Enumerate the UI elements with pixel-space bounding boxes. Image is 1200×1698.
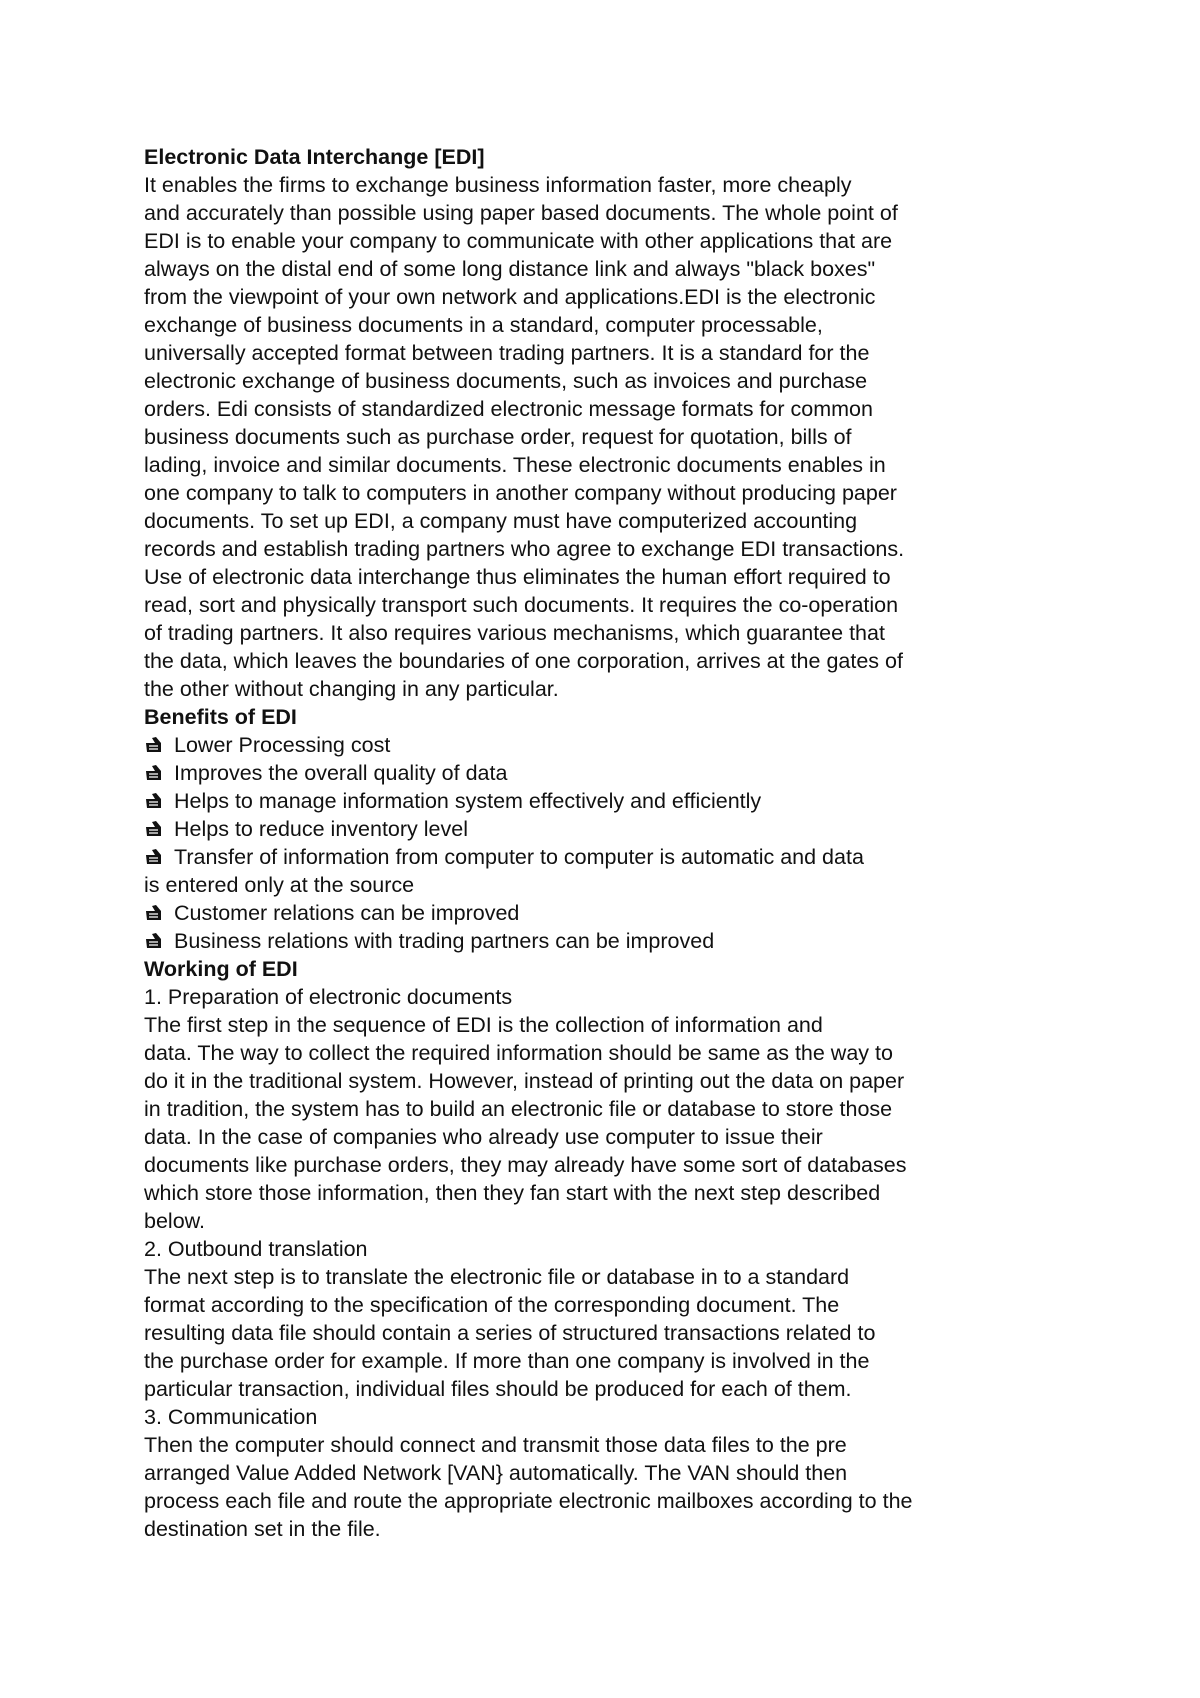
paragraph-line: The next step is to translate the electronic file or database in to a standard [144,1265,850,1289]
step1-paragraph [144,1011,1044,1235]
benefit-text: Business relations with trading partners can be improved [174,929,715,953]
pointing-hand-icon [144,848,166,866]
paragraph-line: resulting data file should contain a series of structured transactions related to [144,1321,876,1345]
list-item [144,899,1044,927]
paragraph-line: in tradition, the system has to build an electronic file or database to store those [144,1097,893,1121]
paragraph-line: business documents such as purchase order, request for quotation, bills of [144,425,852,449]
page-title: Electronic Data Interchange [EDI] [144,145,485,169]
paragraph-line: documents. To set up EDI, a company must have computerized accounting [144,509,858,533]
benefit-continuation: is entered only at the source [144,873,415,897]
paragraph-line: It enables the firms to exchange business information faster, more cheaply [144,173,852,197]
step-title: 2. Outbound translation [144,1237,368,1261]
pointing-hand-icon [144,736,166,754]
paragraph-line: electronic exchange of business documents, such as invoices and purchase [144,369,868,393]
paragraph-line: arranged Value Added Network [VAN} automatically. The VAN should then [144,1461,848,1485]
paragraph-line: lading, invoice and similar documents. These electronic documents enables in [144,453,886,477]
benefit-text: Helps to manage information system effectively and efficiently [174,789,762,813]
pointing-hand-icon [144,932,166,950]
list-item [144,731,1044,759]
paragraph-line: particular transaction, individual files should be produced for each of them. [144,1377,852,1401]
paragraph-line: records and establish trading partners who agree to exchange EDI transactions. [144,537,905,561]
list-item [144,815,1044,843]
step-title: 3. Communication [144,1405,318,1429]
benefit-text: Transfer of information from computer to computer is automatic and data [174,845,864,869]
paragraph-line: below. [144,1209,205,1233]
paragraph-line: exchange of business documents in a standard, computer processable, [144,313,823,337]
paragraph-line: from the viewpoint of your own network and applications.EDI is the electronic [144,285,876,309]
paragraph-line: Use of electronic data interchange thus eliminates the human effort required to [144,565,891,589]
working-heading: Working of EDI [144,957,298,981]
paragraph-line: universally accepted format between trading partners. It is a standard for the [144,341,870,365]
paragraph-line: Then the computer should connect and transmit those data files to the pre [144,1433,847,1457]
pointing-hand-icon [144,792,166,810]
paragraph-line: always on the distal end of some long distance link and always "black boxes" [144,257,876,281]
paragraph-line: the data, which leaves the boundaries of one corporation, arrives at the gates of [144,649,903,673]
paragraph-line: the purchase order for example. If more than one company is involved in the [144,1349,870,1373]
list-item [144,787,1044,815]
paragraph-line: do it in the traditional system. However, instead of printing out the data on paper [144,1069,905,1093]
benefit-text: Customer relations can be improved [174,901,520,925]
paragraph-line: of trading partners. It also requires various mechanisms, which guarantee that [144,621,885,645]
list-item [144,759,1044,787]
paragraph-line: The first step in the sequence of EDI is the collection of information and [144,1013,823,1037]
step2-paragraph [144,1263,1044,1403]
benefits-list [144,731,1044,955]
paragraph-line: and accurately than possible using paper based documents. The whole point of [144,201,898,225]
paragraph-line: EDI is to enable your company to communicate with other applications that are [144,229,893,253]
paragraph-line: the other without changing in any particular. [144,677,559,701]
step3-paragraph [144,1431,1044,1543]
paragraph-line: one company to talk to computers in another company without producing paper [144,481,897,505]
benefit-text: Lower Processing cost [174,733,391,757]
paragraph-line: process each file and route the appropriate electronic mailboxes according to the [144,1489,913,1513]
document-page [144,143,1044,1543]
benefit-text: Improves the overall quality of data [174,761,508,785]
benefit-text: Helps to reduce inventory level [174,817,468,841]
paragraph-line: orders. Edi consists of standardized electronic message formats for common [144,397,873,421]
pointing-hand-icon [144,904,166,922]
list-item [144,843,1044,871]
paragraph-line: data. In the case of companies who already use computer to issue their [144,1125,823,1149]
intro-paragraph [144,171,1044,703]
benefits-heading: Benefits of EDI [144,705,297,729]
step-title: 1. Preparation of electronic documents [144,985,513,1009]
paragraph-line: format according to the specification of the corresponding document. The [144,1293,840,1317]
pointing-hand-icon [144,820,166,838]
list-item [144,927,1044,955]
paragraph-line: read, sort and physically transport such documents. It requires the co-operation [144,593,899,617]
paragraph-line: which store those information, then they fan start with the next step described [144,1181,881,1205]
pointing-hand-icon [144,764,166,782]
paragraph-line: documents like purchase orders, they may already have some sort of databases [144,1153,907,1177]
paragraph-line: data. The way to collect the required information should be same as the way to [144,1041,893,1065]
paragraph-line: destination set in the file. [144,1517,381,1541]
